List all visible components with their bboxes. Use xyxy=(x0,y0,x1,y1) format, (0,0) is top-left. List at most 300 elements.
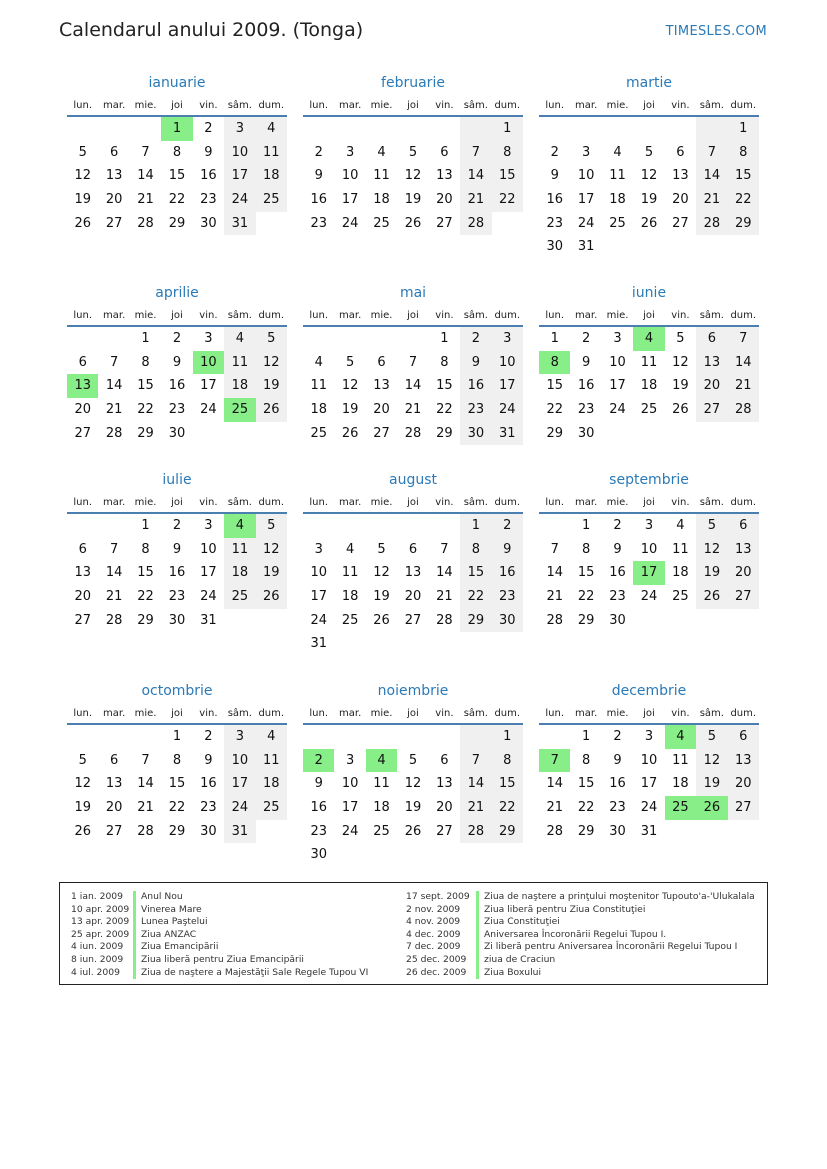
calendar-day: 12 xyxy=(74,168,91,184)
calendar-day: 24 xyxy=(200,402,217,418)
calendar-day: 6 xyxy=(440,752,449,768)
calendar-day: 6 xyxy=(728,514,759,538)
weekday-label: lun. xyxy=(309,708,329,719)
weekday-label: vin. xyxy=(199,708,218,719)
weekday-header xyxy=(303,702,523,725)
calendar-day: 21 xyxy=(696,188,727,212)
empty-cell xyxy=(67,725,98,749)
calendar-day: 12 xyxy=(696,538,727,562)
weekday-label: joi xyxy=(171,310,183,321)
page-title: Calendarul anului 2009. (Tonga) xyxy=(59,19,364,41)
calendar-day: 11 xyxy=(373,776,390,792)
calendar-day: 9 xyxy=(172,541,182,557)
calendar-day: 10 xyxy=(577,168,595,184)
weekday-label: dum. xyxy=(258,497,285,508)
calendar-day: 17 xyxy=(200,565,217,581)
calendar-day: 17 xyxy=(492,374,523,398)
calendar-day: 27 xyxy=(728,585,759,609)
calendar-day: 29 xyxy=(137,612,154,628)
calendar-day: 27 xyxy=(404,612,422,628)
calendar-day: 1 xyxy=(440,331,449,346)
weekday-label: lun. xyxy=(309,100,329,111)
calendar-day: 25 xyxy=(256,796,287,820)
calendar-day: 15 xyxy=(168,168,186,184)
legend-item xyxy=(71,891,368,904)
weekday-label: sâm. xyxy=(463,100,488,111)
empty-cell xyxy=(366,632,397,656)
empty-cell xyxy=(429,632,460,656)
calendar-day: 5 xyxy=(78,144,87,160)
calendar-day: 16 xyxy=(168,378,186,394)
month-name: august xyxy=(389,472,437,488)
empty-cell xyxy=(98,117,129,141)
calendar-day: 24 xyxy=(577,215,595,231)
weekday-label: vin. xyxy=(435,100,454,111)
day-grid xyxy=(67,725,287,843)
calendar-day: 14 xyxy=(105,565,123,581)
weekday-label: joi xyxy=(407,708,419,719)
calendar-day: 22 xyxy=(492,188,523,212)
month-name: martie xyxy=(626,75,672,91)
day-grid xyxy=(539,514,759,632)
weekday-label: vin. xyxy=(671,708,690,719)
holiday-day: 17 xyxy=(633,561,664,585)
calendar-day: 3 xyxy=(345,752,355,768)
calendar-day: 22 xyxy=(546,402,563,418)
empty-cell xyxy=(492,843,523,867)
weekday-label: mie. xyxy=(606,310,629,321)
month-name: aprilie xyxy=(155,285,199,301)
calendar-day: 27 xyxy=(728,796,759,820)
empty-cell xyxy=(366,725,397,749)
calendar-day: 15 xyxy=(168,776,186,792)
calendar-day: 25 xyxy=(256,188,287,212)
empty-cell xyxy=(397,843,428,867)
legend-column-right xyxy=(406,891,755,979)
calendar-day: 29 xyxy=(137,425,154,441)
weekday-label: mar. xyxy=(103,310,126,321)
weekday-label: sâm. xyxy=(699,497,724,508)
calendar-day: 28 xyxy=(105,612,123,628)
legend-marker xyxy=(476,916,479,929)
calendar-day: 29 xyxy=(728,212,759,236)
weekday-label: sâm. xyxy=(699,310,724,321)
month-name: iulie xyxy=(162,472,192,488)
calendar-day: 18 xyxy=(256,164,287,188)
weekday-label: sâm. xyxy=(227,310,252,321)
calendar-day: 31 xyxy=(577,239,595,255)
calendar-day: 27 xyxy=(436,823,453,839)
calendar-day: 12 xyxy=(373,565,390,581)
weekday-label: sâm. xyxy=(463,497,488,508)
calendar-day: 9 xyxy=(314,168,323,184)
legend-marker xyxy=(133,954,136,967)
weekday-label: joi xyxy=(643,100,655,111)
weekday-label: vin. xyxy=(199,497,218,508)
empty-cell xyxy=(334,843,365,867)
calendar-day: 9 xyxy=(581,354,591,370)
calendar-day: 5 xyxy=(644,144,654,160)
empty-cell xyxy=(570,117,601,141)
empty-cell xyxy=(633,117,664,141)
calendar-day: 18 xyxy=(224,561,255,585)
brand-link[interactable]: TIMESLES.COM xyxy=(665,24,767,39)
empty-cell xyxy=(460,117,491,141)
empty-cell xyxy=(429,843,460,867)
empty-cell xyxy=(397,327,428,351)
empty-cell xyxy=(98,725,129,749)
legend-item xyxy=(406,941,755,954)
weekday-label: vin. xyxy=(671,100,690,111)
calendar-day: 12 xyxy=(256,538,287,562)
calendar-day: 7 xyxy=(460,749,491,773)
calendar-day: 18 xyxy=(256,772,287,796)
month-name: mai xyxy=(399,285,427,301)
empty-cell xyxy=(460,632,491,656)
calendar-day: 17 xyxy=(577,192,595,208)
empty-cell xyxy=(429,725,460,749)
calendar-day: 14 xyxy=(404,378,422,394)
empty-cell xyxy=(256,820,287,844)
weekday-label: vin. xyxy=(199,310,218,321)
legend-date: 26 dec. 2009 xyxy=(406,966,467,978)
calendar-day: 23 xyxy=(460,398,491,422)
legend-name: Lunea Paştelui xyxy=(141,916,208,928)
calendar-day: 18 xyxy=(310,402,327,418)
calendar-day: 31 xyxy=(224,820,255,844)
calendar-day: 20 xyxy=(696,374,727,398)
calendar-day: 21 xyxy=(460,796,491,820)
weekday-label: mie. xyxy=(606,708,629,719)
calendar-day: 8 xyxy=(728,141,759,165)
calendar-day: 8 xyxy=(172,752,182,768)
calendar-day: 22 xyxy=(436,402,453,418)
calendar-day: 16 xyxy=(460,374,491,398)
calendar-day: 9 xyxy=(314,776,323,792)
legend-name: ziua de Craciun xyxy=(484,953,556,965)
weekday-label: sâm. xyxy=(699,100,724,111)
calendar-day: 26 xyxy=(373,612,390,628)
empty-cell xyxy=(728,422,759,446)
calendar-day: 17 xyxy=(609,378,626,394)
legend-item xyxy=(71,929,368,942)
calendar-day: 22 xyxy=(492,796,523,820)
calendar-day: 26 xyxy=(404,823,422,839)
calendar-day: 22 xyxy=(728,188,759,212)
day-grid xyxy=(539,327,759,445)
weekday-label: lun. xyxy=(309,310,329,321)
calendar-day: 23 xyxy=(310,823,327,839)
legend-column-left xyxy=(71,891,368,979)
calendar-day: 15 xyxy=(492,164,523,188)
calendar-day: 17 xyxy=(341,800,359,816)
holiday-day: 8 xyxy=(539,351,570,375)
calendar-day: 20 xyxy=(728,561,759,585)
calendar-day: 21 xyxy=(546,589,563,605)
calendar-day: 20 xyxy=(728,772,759,796)
calendar-day: 4 xyxy=(224,327,255,351)
empty-cell xyxy=(665,609,696,633)
calendar-day: 16 xyxy=(200,168,217,184)
empty-cell xyxy=(303,117,334,141)
calendar-day: 6 xyxy=(440,144,449,160)
day-grid xyxy=(539,725,759,843)
calendar-day: 21 xyxy=(137,800,154,816)
calendar-day: 13 xyxy=(696,351,727,375)
day-grid xyxy=(67,327,287,445)
calendar-day: 10 xyxy=(200,541,217,557)
calendar-day: 30 xyxy=(609,612,626,628)
calendar-day: 24 xyxy=(200,589,217,605)
calendar-day: 18 xyxy=(224,374,255,398)
empty-cell xyxy=(696,117,727,141)
holiday-day: 10 xyxy=(193,351,224,375)
calendar-day: 3 xyxy=(204,518,213,533)
month-name: noiembrie xyxy=(377,683,449,699)
weekday-label: mie. xyxy=(370,310,393,321)
calendar-day: 10 xyxy=(224,141,255,165)
calendar-day: 5 xyxy=(345,354,355,370)
calendar-day: 19 xyxy=(74,192,91,208)
calendar-day: 25 xyxy=(341,612,359,628)
empty-cell xyxy=(665,820,696,844)
weekday-label: lun. xyxy=(73,310,93,321)
calendar-day: 8 xyxy=(581,752,591,768)
calendar-day: 15 xyxy=(728,164,759,188)
weekday-label: sâm. xyxy=(227,497,252,508)
calendar-day: 28 xyxy=(460,212,491,236)
day-grid xyxy=(303,327,523,445)
calendar-day: 12 xyxy=(696,749,727,773)
empty-cell xyxy=(67,327,98,351)
calendar-day: 18 xyxy=(609,192,626,208)
weekday-label: joi xyxy=(171,100,183,111)
calendar-day: 14 xyxy=(460,164,491,188)
calendar-day: 28 xyxy=(728,398,759,422)
month-iunie xyxy=(539,282,759,445)
calendar-day: 1 xyxy=(460,514,491,538)
calendar-day: 17 xyxy=(640,776,658,792)
legend-date: 8 iun. 2009 xyxy=(71,953,124,965)
calendar-day: 10 xyxy=(640,752,658,768)
weekday-label: mar. xyxy=(339,497,362,508)
calendar-day: 19 xyxy=(696,561,727,585)
calendar-day: 29 xyxy=(436,425,453,441)
calendar-day: 8 xyxy=(460,538,491,562)
calendar-day: 30 xyxy=(546,239,563,255)
empty-cell xyxy=(98,327,129,351)
calendar-day: 26 xyxy=(256,398,287,422)
calendar-day: 5 xyxy=(377,541,386,557)
legend-item xyxy=(406,916,755,929)
calendar-day: 21 xyxy=(460,188,491,212)
calendar-day: 7 xyxy=(109,354,119,370)
legend-marker xyxy=(133,904,136,917)
weekday-label: lun. xyxy=(73,708,93,719)
month-martie xyxy=(539,72,759,259)
empty-cell xyxy=(334,117,365,141)
weekday-label: mar. xyxy=(339,708,362,719)
empty-cell xyxy=(366,117,397,141)
legend-item xyxy=(406,904,755,917)
legend-marker xyxy=(476,967,479,980)
empty-cell xyxy=(224,609,255,633)
weekday-label: sâm. xyxy=(227,100,252,111)
empty-cell xyxy=(334,327,365,351)
holiday-day: 26 xyxy=(696,796,727,820)
empty-cell xyxy=(633,609,664,633)
month-name: decembrie xyxy=(611,683,687,699)
month-septembrie xyxy=(539,469,759,632)
calendar-day: 26 xyxy=(341,425,359,441)
empty-cell xyxy=(366,514,397,538)
calendar-day: 16 xyxy=(492,561,523,585)
calendar-day: 7 xyxy=(460,141,491,165)
calendar-day: 20 xyxy=(373,402,390,418)
weekday-label: dum. xyxy=(494,497,521,508)
weekday-header xyxy=(67,304,287,327)
calendar-day: 20 xyxy=(74,589,91,605)
calendar-day: 2 xyxy=(172,518,182,533)
calendar-day: 31 xyxy=(200,612,217,628)
calendar-day: 30 xyxy=(492,609,523,633)
calendar-day: 2 xyxy=(460,327,491,351)
calendar-day: 7 xyxy=(440,541,449,557)
legend-item xyxy=(406,929,755,942)
calendar-day: 16 xyxy=(546,192,563,208)
calendar-day: 3 xyxy=(224,725,255,749)
calendar-day: 17 xyxy=(310,589,327,605)
calendar-day: 16 xyxy=(200,776,217,792)
empty-cell xyxy=(334,725,365,749)
legend-date: 4 iul. 2009 xyxy=(71,966,120,978)
empty-cell xyxy=(602,422,633,446)
calendar-day: 11 xyxy=(609,168,626,184)
weekday-label: mie. xyxy=(606,100,629,111)
calendar-day: 23 xyxy=(492,585,523,609)
calendar-day: 21 xyxy=(404,402,422,418)
month-name: octombrie xyxy=(141,683,213,699)
weekday-label: dum. xyxy=(730,310,757,321)
calendar-day: 5 xyxy=(256,514,287,538)
calendar-day: 9 xyxy=(613,541,622,557)
calendar-day: 14 xyxy=(546,776,563,792)
calendar-day: 16 xyxy=(168,565,186,581)
empty-cell xyxy=(539,117,570,141)
weekday-label: vin. xyxy=(435,310,454,321)
weekday-label: dum. xyxy=(494,100,521,111)
legend-date: 4 iun. 2009 xyxy=(71,941,124,953)
calendar-day: 1 xyxy=(141,518,150,533)
weekday-label: lun. xyxy=(309,497,329,508)
empty-cell xyxy=(460,725,491,749)
legend-marker xyxy=(476,954,479,967)
calendar-day: 12 xyxy=(74,776,91,792)
holiday-day: 25 xyxy=(224,398,255,422)
weekday-label: joi xyxy=(643,310,655,321)
empty-cell xyxy=(539,514,570,538)
weekday-label: sâm. xyxy=(463,708,488,719)
calendar-day: 2 xyxy=(172,331,182,346)
legend-date: 2 nov. 2009 xyxy=(406,903,461,915)
holiday-day: 4 xyxy=(665,725,696,749)
calendar-day: 23 xyxy=(310,215,327,231)
calendar-day: 23 xyxy=(609,800,626,816)
weekday-label: lun. xyxy=(545,497,565,508)
calendar-day: 1 xyxy=(172,729,182,744)
weekday-label: lun. xyxy=(545,310,565,321)
empty-cell xyxy=(633,235,664,259)
calendar-day: 4 xyxy=(676,518,685,533)
legend-marker xyxy=(476,941,479,954)
calendar-day: 23 xyxy=(577,402,595,418)
calendar-day: 21 xyxy=(137,192,154,208)
calendar-day: 3 xyxy=(224,117,255,141)
holiday-day: 2 xyxy=(303,749,334,773)
calendar-day: 15 xyxy=(492,772,523,796)
calendar-day: 24 xyxy=(341,823,359,839)
calendar-day: 14 xyxy=(105,378,123,394)
calendar-day: 13 xyxy=(373,378,390,394)
calendar-day: 2 xyxy=(613,518,622,533)
legend-name: Anul Nou xyxy=(141,891,183,902)
empty-cell xyxy=(256,609,287,633)
calendar-day: 14 xyxy=(728,351,759,375)
empty-cell xyxy=(303,327,334,351)
calendar-day: 2 xyxy=(314,144,323,160)
calendar-day: 12 xyxy=(672,354,689,370)
empty-cell xyxy=(67,514,98,538)
legend-item xyxy=(406,891,755,904)
calendar-day: 8 xyxy=(492,749,523,773)
empty-cell xyxy=(696,422,727,446)
calendar-day: 23 xyxy=(168,402,186,418)
legend-item xyxy=(71,941,368,954)
calendar-day: 18 xyxy=(640,378,658,394)
calendar-day: 16 xyxy=(609,565,626,581)
calendar-day: 20 xyxy=(105,192,123,208)
legend-name: Vinerea Mare xyxy=(141,903,202,915)
legend-date: 1 ian. 2009 xyxy=(71,891,123,902)
calendar-day: 11 xyxy=(256,749,287,773)
calendar-day: 3 xyxy=(314,541,323,557)
calendar-day: 24 xyxy=(341,215,359,231)
calendar-day: 5 xyxy=(78,752,87,768)
weekday-label: mar. xyxy=(575,708,598,719)
calendar-day: 24 xyxy=(224,796,255,820)
legend-item xyxy=(71,954,368,967)
weekday-header xyxy=(67,94,287,117)
calendar-day: 11 xyxy=(310,378,327,394)
calendar-day: 15 xyxy=(577,776,595,792)
calendar-day: 13 xyxy=(404,565,422,581)
calendar-day: 21 xyxy=(436,589,453,605)
calendar-day: 18 xyxy=(672,565,689,581)
empty-cell xyxy=(303,514,334,538)
calendar-day: 7 xyxy=(141,144,150,160)
legend-name: Ziua Constituţiei xyxy=(484,916,560,928)
calendar-day: 11 xyxy=(672,752,689,768)
calendar-day: 2 xyxy=(581,331,591,346)
calendar-day: 26 xyxy=(696,585,727,609)
legend-date: 7 dec. 2009 xyxy=(406,941,461,953)
empty-cell xyxy=(429,514,460,538)
empty-cell xyxy=(397,514,428,538)
calendar-day: 26 xyxy=(74,215,91,231)
legend-name: Zi liberă pentru Aniversarea Încoronării Regelui Tupou I xyxy=(484,941,738,953)
calendar-day: 26 xyxy=(640,215,658,231)
calendar-day: 8 xyxy=(440,354,449,370)
